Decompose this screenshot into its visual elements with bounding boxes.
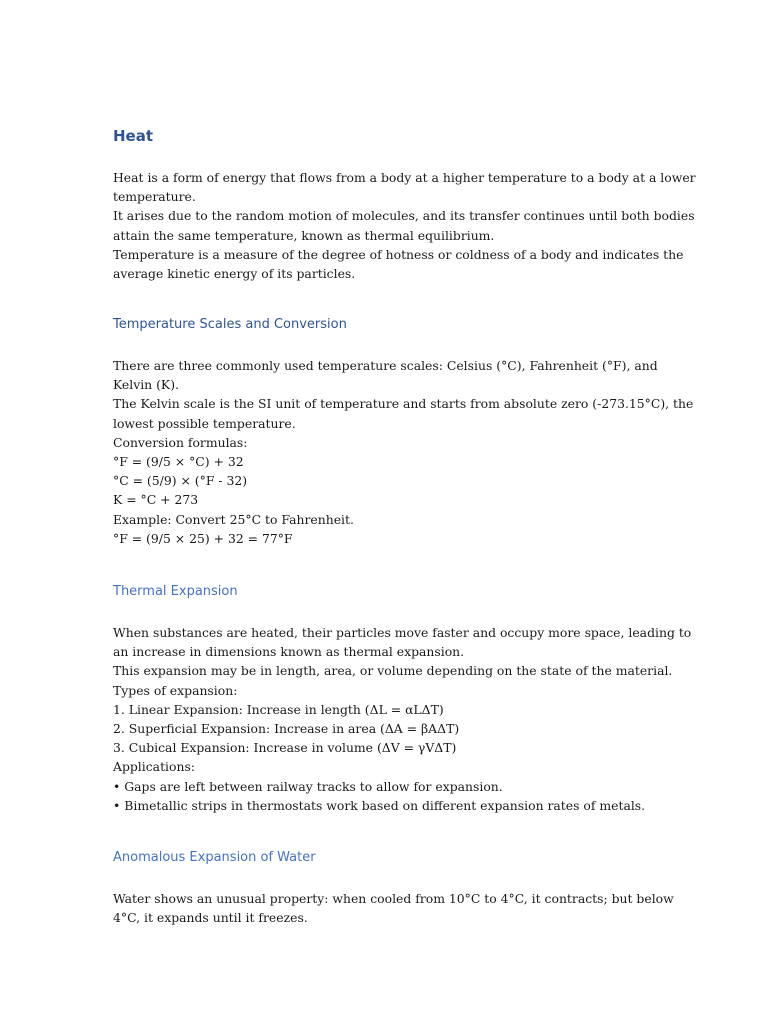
section-body bbox=[113, 168, 696, 283]
text-line: It arises due to the random motion of molecules, and its transfer continues until both bodies bbox=[113, 208, 695, 224]
text-line: 4°C, it expands until it freezes. bbox=[113, 910, 308, 926]
text-line: This expansion may be in length, area, or volume depending on the state of the material. bbox=[113, 663, 673, 679]
section-thermal-expansion bbox=[113, 583, 692, 815]
text-line: Kelvin (K). bbox=[113, 377, 179, 393]
text-line: Types of expansion: bbox=[113, 682, 238, 698]
text-line: an increase in dimensions known as thermal expansion. bbox=[113, 644, 465, 660]
text-line: °F = (9/5 × 25) + 32 = 77°F bbox=[113, 530, 293, 546]
text-line: Conversion formulas: bbox=[113, 434, 248, 450]
text-line: Heat is a form of energy that flows from a body at a higher temperature to a body at a lower bbox=[113, 170, 696, 185]
heading-heat: Heat bbox=[113, 127, 154, 145]
section-body bbox=[113, 889, 674, 927]
text-line: Temperature is a measure of the degree of hotness or coldness of a body and indicates the bbox=[113, 246, 684, 262]
text-line: temperature. bbox=[113, 189, 196, 205]
section-heat bbox=[113, 126, 696, 283]
text-line: 1. Linear Expansion: Increase in length (ΔL = αLΔT) bbox=[113, 701, 444, 717]
text-line: The Kelvin scale is the SI unit of temperature and starts from absolute zero (-273.15°C), the bbox=[113, 396, 694, 412]
text-line: Applications: bbox=[113, 759, 195, 775]
text-line: 2. Superficial Expansion: Increase in area (ΔA = βAΔT) bbox=[113, 721, 460, 737]
text-line: Water shows an unusual property: when cooled from 10°C to 4°C, it contracts; but below bbox=[113, 891, 674, 906]
section-anomalous-expansion bbox=[113, 849, 674, 927]
section-body bbox=[113, 623, 692, 815]
section-temperature-scales bbox=[113, 316, 694, 548]
text-line: • Bimetallic strips in thermostats work based on different expansion rates of metals. bbox=[113, 797, 646, 813]
section-body bbox=[113, 356, 694, 548]
text-line: lowest possible temperature. bbox=[113, 415, 296, 431]
heading-temperature-scales: Temperature Scales and Conversion bbox=[113, 317, 347, 332]
text-line: • Gaps are left between railway tracks to allow for expansion. bbox=[113, 778, 503, 794]
text-line: average kinetic energy of its particles. bbox=[113, 266, 356, 282]
text-line: K = °C + 273 bbox=[113, 492, 199, 508]
heading-anomalous-expansion: Anomalous Expansion of Water bbox=[113, 850, 316, 865]
text-line: 3. Cubical Expansion: Increase in volume (ΔV = γVΔT) bbox=[113, 740, 457, 756]
text-line: When substances are heated, their particles move faster and occupy more space, leading to bbox=[113, 625, 692, 640]
text-line: attain the same temperature, known as thermal equilibrium. bbox=[113, 227, 495, 243]
text-line: There are three commonly used temperature scales: Celsius (°C), Fahrenheit (°F), and bbox=[113, 358, 658, 373]
text-line: °F = (9/5 × °C) + 32 bbox=[113, 454, 244, 470]
text-line: °C = (5/9) × (°F - 32) bbox=[113, 473, 248, 489]
heading-thermal-expansion: Thermal Expansion bbox=[113, 584, 238, 599]
text-line: Example: Convert 25°C to Fahrenheit. bbox=[113, 511, 354, 527]
